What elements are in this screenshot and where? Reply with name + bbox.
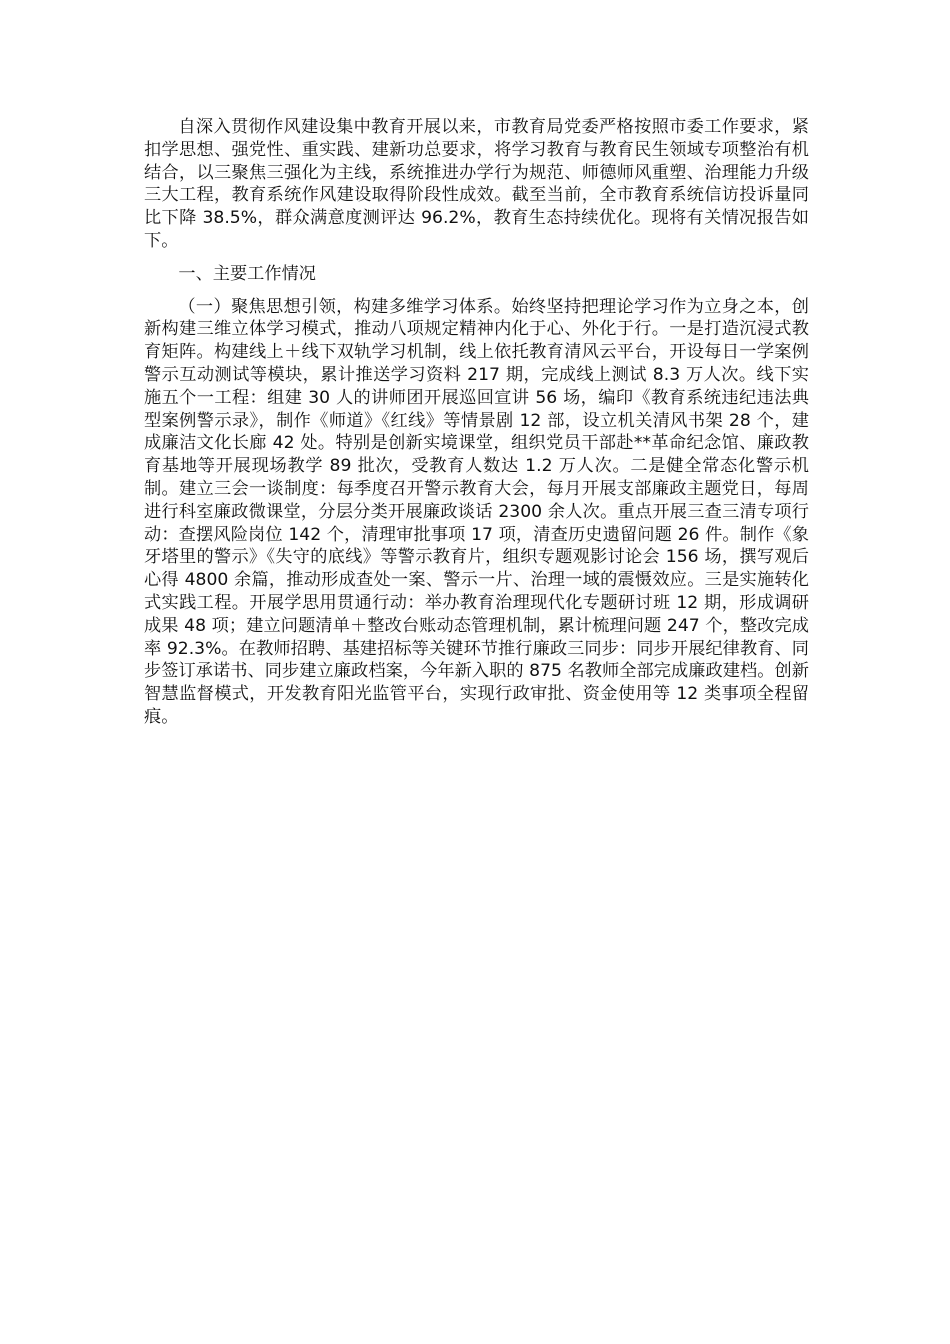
intro-paragraph: 自深入贯彻作风建设集中教育开展以来，市教育局党委严格按照市委工作要求，紧扣学思想、强党性、重实践、建新功总要求，将学习教育与教育民生领域专项整治有机结合，以三聚焦三强化为主线，系统推进办学行为规范、师德师风重塑、治理能力升级三大工程，教育系统作风建设取得阶段性成效。截至当前，全市教育系统信访投诉量同比下降 38.5%，群众满意度测评达 96.2%，教育生态持续优化。现将有关情况报告如下。 [144,117,809,251]
section-body-paragraph: （一）聚焦思想引领，构建多维学习体系。始终坚持把理论学习作为立身之本，创新构建三维立体学习模式，推动八项规定精神内化于心、外化于行。一是打造沉浸式教育矩阵。构建线上＋线下双轨学习机制，线上依托教育清风云平台，开设每日一学案例警示互动测试等模块，累计推送学习资料 217 期，完成线上测试 8.3 万人次。线下实施五个一工程：组建 30 人的讲师团开展巡回宣讲 56 场，编印《教育系统违纪违法典型案例警示录》，制作《师道》《红线》等情景剧 12 部，设立机关清风书架 28 个，建成廉洁文化长廊 42 处。特别是创新实境课堂，组织党员干部赴**革命纪念馆、廉政教育基地等开展现场教学 89 批次，受教育人数达 1.2 万人次。二是健全常态化警示机制。建立三会一谈制度：每季度召开警示教育大会，每月开展支部廉政主题党日，每周进行科室廉政微课堂，分层分类开展廉政谈话 2300 余人次。重点开展三查三清专项行动：查摆风险岗位 142 个，清理审批事项 17 项，清查历史遗留问题 26 件。制作《象牙塔里的警示》《失守的底线》等警示教育片，组织专题观影讨论会 156 场，撰写观后心得 4800 余篇，推动形成查处一案、警示一片、治理一域的震慑效应。三是实施转化式实践工程。开展学思用贯通行动：举办教育治理现代化专题研讨班 12 期，形成调研成果 48 项；建立问题清单＋整改台账动态管理机制，累计梳理问题 247 个，整改完成率 92.3%。在教师招聘、基建招标等关键环节推行廉政三同步：同步开展纪律教育、同步签订承诺书、同步建立廉政档案，今年新入职的 875 名教师全部完成廉政建档。创新智慧监督模式，开发教育阳光监管平台，实现行政审批、资金使用等 12 类事项全程留痕。 [144,296,809,727]
document-body [144,116,809,729]
section-heading: 一、主要工作情况 [178,263,316,284]
